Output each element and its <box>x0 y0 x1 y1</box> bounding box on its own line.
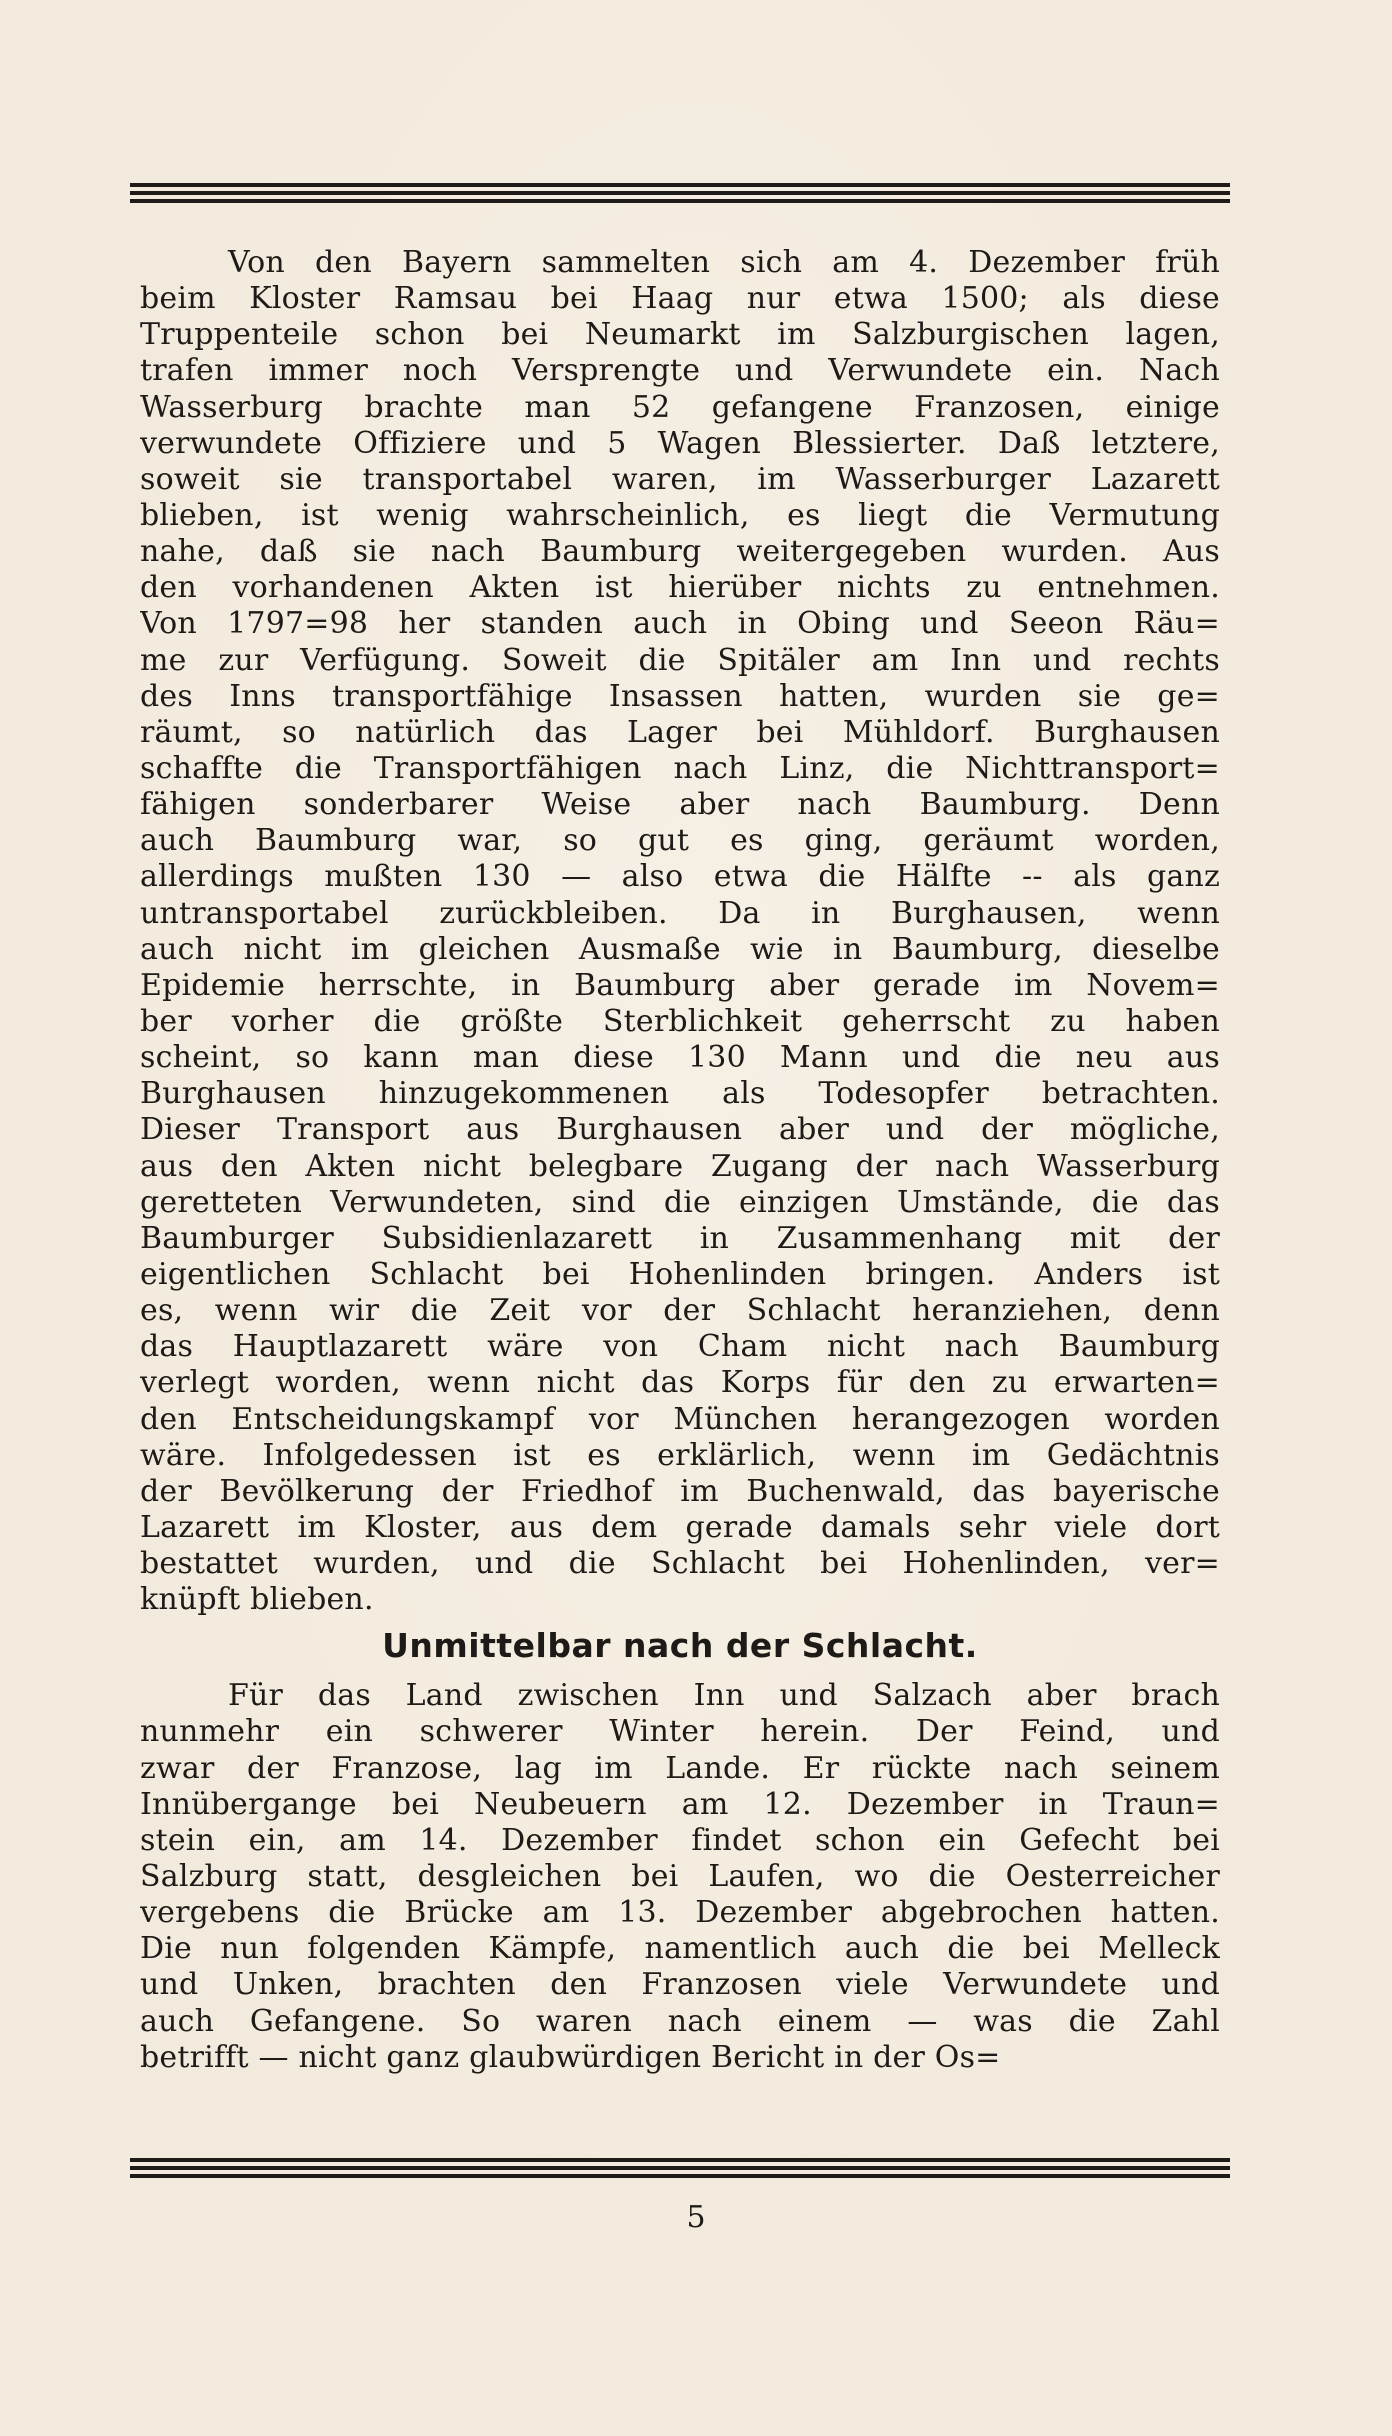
text-line: verwundete Offiziere und 5 Wagen Blessierter. Daß letztere, <box>140 425 1220 461</box>
text-line: nahe, daß sie nach Baumburg weitergegeben wurden. Aus <box>140 534 1220 570</box>
paragraph <box>140 1678 1220 2076</box>
text-line: auch Baumburg war, so gut es ging, geräumt worden, <box>140 823 1220 859</box>
text-line: wäre. Infolgedessen ist es erklärlich, wenn im Gedächtnis <box>140 1437 1220 1473</box>
text-line: eigentlichen Schlacht bei Hohenlinden bringen. Anders ist <box>140 1256 1220 1292</box>
text-line: verlegt worden, wenn nicht das Korps für den zu erwarten= <box>140 1365 1220 1401</box>
text-line: Für das Land zwischen Inn und Salzach aber brach <box>228 1678 1220 1714</box>
text-line: Die nun folgenden Kämpfe, namentlich auch die bei Melleck <box>140 1931 1220 1967</box>
text-line: den vorhandenen Akten ist hierüber nichts zu entnehmen. <box>140 570 1220 606</box>
text-line: zwar der Franzose, lag im Lande. Er rückte nach seinem <box>140 1750 1220 1786</box>
text-line: Truppenteile schon bei Neumarkt im Salzburgischen lagen, <box>140 317 1220 353</box>
text-line: Wasserburg brachte man 52 gefangene Franzosen, einige <box>140 389 1220 425</box>
text-line: Salzburg statt, desgleichen bei Laufen, wo die Oesterreicher <box>140 1859 1220 1895</box>
text-line: des Inns transportfähige Insassen hatten, wurden sie ge= <box>140 678 1220 714</box>
text-line: allerdings mußten 130 — also etwa die Hälfte -- als ganz <box>140 859 1220 895</box>
text-line: bestattet wurden, und die Schlacht bei Hohenlinden, ver= <box>140 1546 1220 1582</box>
text-line: vergebens die Brücke am 13. Dezember abgebrochen hatten. <box>140 1895 1220 1931</box>
text-line: das Hauptlazarett wäre von Cham nicht nach Baumburg <box>140 1329 1220 1365</box>
text-line: blieben, ist wenig wahrscheinlich, es liegt die Vermutung <box>140 497 1220 533</box>
text-line: scheint, so kann man diese 130 Mann und die neu aus <box>140 1040 1220 1076</box>
text-line: trafen immer noch Versprengte und Verwundete ein. Nach <box>140 353 1220 389</box>
text-line: nunmehr ein schwerer Winter herein. Der Feind, und <box>140 1714 1220 1750</box>
text-line: es, wenn wir die Zeit vor der Schlacht heranziehen, denn <box>140 1293 1220 1329</box>
text-line: fähigen sonderbarer Weise aber nach Baumburg. Denn <box>140 787 1220 823</box>
paragraph <box>140 245 1220 1618</box>
text-line: Baumburger Subsidienlazarett in Zusammenhang mit der <box>140 1220 1220 1256</box>
text-line: Von den Bayern sammelten sich am 4. Dezember früh <box>228 245 1220 280</box>
text-line: Epidemie herrschte, in Baumburg aber gerade im Novem= <box>140 967 1220 1003</box>
text-line: Burghausen hinzugekommenen als Todesopfer betrachten. <box>140 1076 1220 1112</box>
text-line: stein ein, am 14. Dezember findet schon ein Gefecht bei <box>140 1822 1220 1858</box>
text-line: aus den Akten nicht belegbare Zugang der nach Wasserburg <box>140 1148 1220 1184</box>
body-text <box>140 245 1220 2076</box>
text-line: schaffte die Transportfähigen nach Linz, die Nichttransport= <box>140 750 1220 786</box>
text-line: me zur Verfügung. Soweit die Spitäler am Inn und rechts <box>140 642 1220 678</box>
text-line: Von 1797=98 her standen auch in Obing und Seeon Räu= <box>140 606 1220 642</box>
top-rule <box>130 183 1230 207</box>
text-line: und Unken, brachten den Franzosen viele Verwundete und <box>140 1967 1220 2003</box>
text-line: auch nicht im gleichen Ausmaße wie in Baumburg, dieselbe <box>140 931 1220 967</box>
text-line: betrifft — nicht ganz glaubwürdigen Bericht in der Os= <box>140 2039 1001 2075</box>
text-line: beim Kloster Ramsau bei Haag nur etwa 1500; als diese <box>140 281 1220 317</box>
section-heading: Unmittelbar nach der Schlacht. <box>382 1626 978 1666</box>
text-line: ber vorher die größte Sterblichkeit geherrscht zu haben <box>140 1003 1220 1039</box>
text-line: soweit sie transportabel waren, im Wasserburger Lazarett <box>140 461 1220 497</box>
page-number: 5 <box>686 2200 706 2235</box>
text-line: den Entscheidungskampf vor München herangezogen worden <box>140 1401 1220 1437</box>
text-line: räumt, so natürlich das Lager bei Mühldorf. Burghausen <box>140 714 1220 750</box>
text-line: geretteten Verwundeten, sind die einzigen Umstände, die das <box>140 1184 1220 1220</box>
text-line: Dieser Transport aus Burghausen aber und der mögliche, <box>140 1112 1220 1148</box>
bottom-rule <box>130 2158 1230 2182</box>
text-line: knüpft blieben. <box>140 1582 374 1618</box>
text-line: untransportabel zurückbleiben. Da in Burghausen, wenn <box>140 895 1220 931</box>
text-line: Innübergange bei Neubeuern am 12. Dezember in Traun= <box>140 1786 1220 1822</box>
text-line: der Bevölkerung der Friedhof im Buchenwald, das bayerische <box>140 1473 1220 1509</box>
text-line: Lazarett im Kloster, aus dem gerade damals sehr viele dort <box>140 1509 1220 1545</box>
text-line: auch Gefangene. So waren nach einem — was die Zahl <box>140 2003 1220 2039</box>
